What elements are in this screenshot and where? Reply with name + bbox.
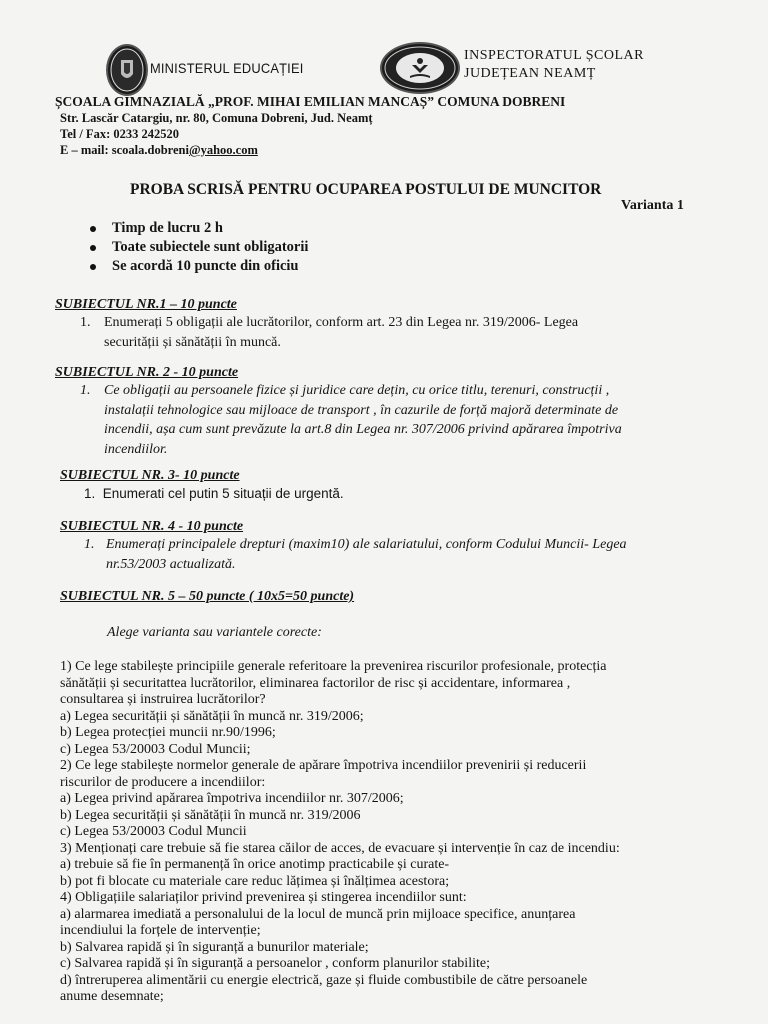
inspectorate-emblem-icon (380, 42, 460, 94)
variant-label: Varianta 1 (621, 198, 684, 213)
coat-of-arms-icon (106, 44, 148, 96)
email-prefix: E – mail: scoala.dobreni (60, 143, 189, 157)
subject-1-body: 1. Enumerați 5 obligații ale lucrătorilor, conform art. 23 din Legea nr. 319/2006- Legea securității și sănătății în muncă. (80, 315, 579, 350)
answer-option: b) pot fi blocate cu materiale care reduc lățimea și înălțimea acestora; (60, 873, 450, 889)
bullet-icon (90, 226, 96, 232)
question-line: 1) Ce lege stabilește principiile generale referitoare la prevenirea riscurilor profesionale, protecția (60, 659, 607, 674)
ministry-name: MINISTERUL EDUCAȚIEI (150, 60, 304, 76)
answer-option: incendiului la forțele de intervenție; (60, 923, 261, 938)
school-address: Str. Lascăr Catargiu, nr. 80, Comuna Dobreni, Jud. Neamț (60, 111, 373, 125)
inspectorate-name-line1: INSPECTORATUL ȘCOLAR (464, 48, 644, 63)
answer-option: a) Legea privind apărarea împotriva incendiilor nr. 307/2006; (60, 791, 404, 806)
answer-option: c) Legea 53/20003 Codul Muncii (60, 824, 247, 839)
question-line: 3) Menționați care trebuie să fie starea căilor de acces, de evacuare și intervenție în caz de incendiu: (60, 840, 620, 856)
question-line: 4) Obligațiile salariaților privind prevenirea și stingerea incendiilor sunt: (60, 890, 467, 905)
subject-1-heading: SUBIECTUL NR.1 – 10 puncte (55, 297, 237, 312)
choose-instruction: Alege varianta sau variantele corecte: (107, 625, 322, 640)
answer-option: c) Legea 53/20003 Codul Muncii; (60, 741, 251, 757)
subject-4-heading: SUBIECTUL NR. 4 - 10 puncte (60, 519, 244, 534)
questions-block (60, 659, 740, 1006)
answer-option: b) Legea securității și sănătății în muncă nr. 319/2006 (60, 807, 361, 823)
inspectorate-name-line2: JUDEȚEAN NEAMȚ (464, 66, 596, 81)
answer-option: a) Legea securității și sănătății în muncă nr. 319/2006; (60, 708, 364, 724)
subject-2-body: 1. Ce obligații au persoanele fizice și juridice care dețin, cu orice titlu, terenuri, construcții , instalații tehnologice sau mijloace de transport , în cazurile de forță majoră determinate de incendii, așa cum sunt prevăzute la art.8 din Legea nr. 307/2006 privind apărarea împotriva incendiilor. (80, 383, 622, 457)
question-line: consultarea și instruirea lucrătorilor? (60, 692, 266, 707)
subject-3-body: 1. Enumerati cel putin 5 situații de urgentă. (84, 486, 344, 501)
school-name: ȘCOALA GIMNAZIALĂ „PROF. MIHAI EMILIAN MANCAȘ” COMUNA DOBRENI (55, 94, 566, 109)
email-link[interactable]: @yahoo.com (188, 143, 258, 157)
subject-5-heading: SUBIECTUL NR. 5 – 50 puncte ( 10x5=50 puncte) (60, 589, 355, 604)
instruction-item: Timp de lucru 2 h (90, 220, 308, 239)
subject-2-heading: SUBIECTUL NR. 2 - 10 puncte (55, 365, 239, 380)
answer-option: a) alarmarea imediată a personalului de la locul de muncă prin mijloace specifice, anunțarea (60, 906, 576, 922)
answer-option: a) trebuie să fie în permanență în orice anotimp practicabile și curate- (60, 857, 450, 872)
question-line: riscurilor de producere a incendiilor: (60, 774, 266, 790)
answer-option: b) Salvarea rapidă și în siguranță a bunurilor materiale; (60, 939, 369, 955)
bullet-icon (90, 264, 96, 270)
school-email (60, 143, 258, 158)
instruction-item: Toate subiectele sunt obligatorii (90, 239, 308, 258)
school-phone: Tel / Fax: 0233 242520 (60, 127, 179, 141)
bullet-icon (90, 245, 96, 251)
answer-option: c) Salvarea rapidă și în siguranță a persoanelor , conform planurilor stabilite; (60, 956, 490, 971)
subject-3-heading: SUBIECTUL NR. 3- 10 puncte (60, 468, 240, 483)
answer-option: b) Legea protecției muncii nr.90/1996; (60, 725, 276, 740)
subject-4-body: 1. Enumerați principalele drepturi (maxim10) ale salariatului, conform Codului Muncii- Legea nr.53/2003 actualizată. (84, 537, 627, 572)
question-line: 2) Ce lege stabilește normelor generale de apărare împotriva incendiilor prevenirii și reducerii (60, 758, 587, 773)
instructions-list (90, 220, 308, 277)
page-title: PROBA SCRISĂ PENTRU OCUPAREA POSTULUI DE MUNCITOR (130, 181, 602, 198)
question-line: sănătății și securitattea lucrătorilor, eliminarea factorilor de risc și accidentare, informarea , (60, 675, 571, 691)
answer-option: anume desemnate; (60, 989, 164, 1004)
instruction-item: Se acordă 10 puncte din oficiu (90, 258, 308, 277)
answer-option: d) întreruperea alimentării cu energie electrică, gaze și fluide combustibile de către persoanele (60, 972, 588, 988)
